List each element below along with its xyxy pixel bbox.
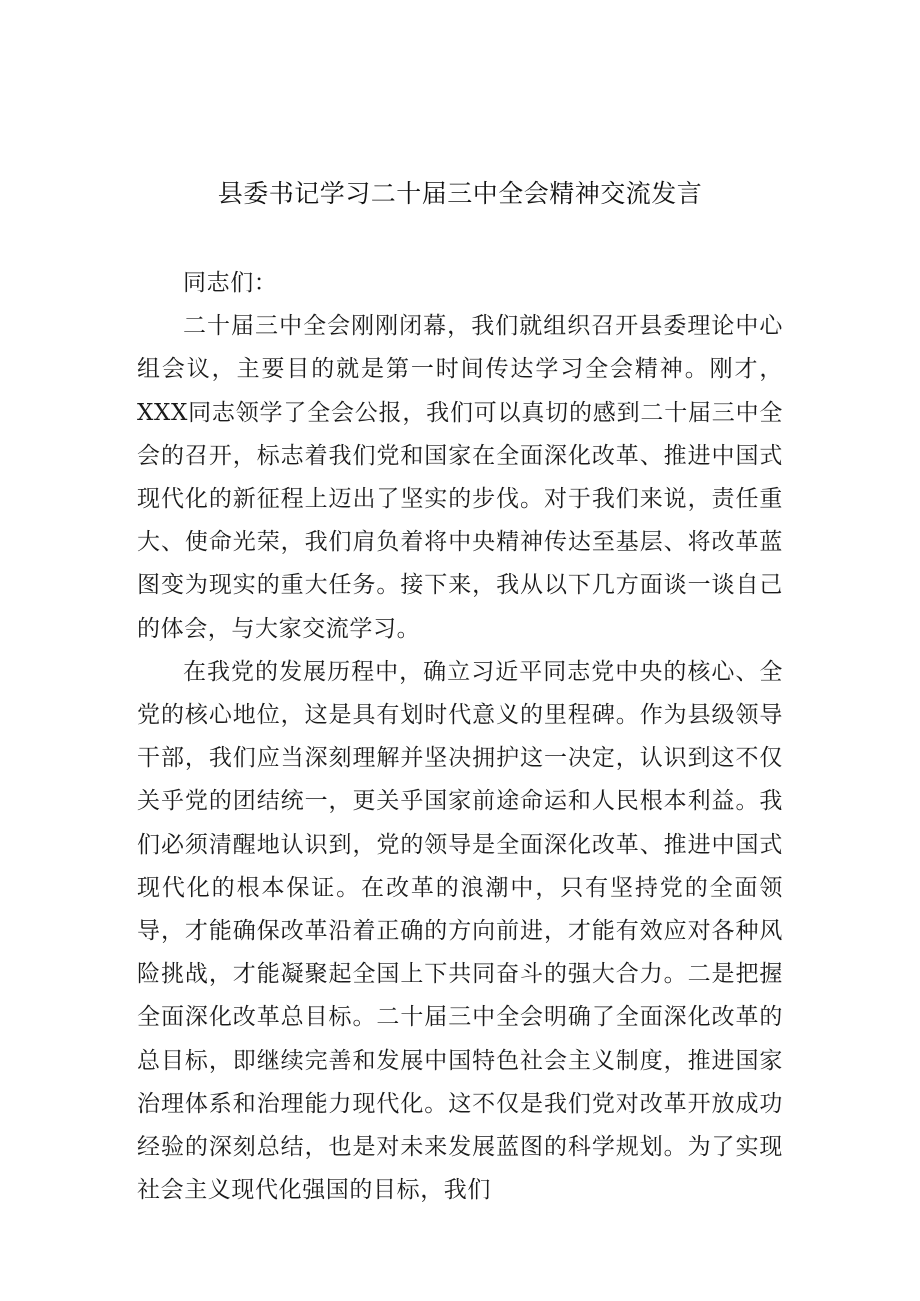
document-body xyxy=(137,262,783,1212)
paragraph-2: 在我党的发展历程中，确立习近平同志党中央的核心、全党的核心地位，这是具有划时代意义的里程碑。作为县级领导干部，我们应当深刻理解并坚决拥护这一决定，认识到这不仅关乎党的团结统一，更关乎国家前途命运和人民根本利益。我们必须清醒地认识到，党的领导是全面深化改革、推进中国式现代化的根本保证。在改革的浪潮中，只有坚持党的全面领导，才能确保改革沿着正确的方向前进，才能有效应对各种风险挑战，才能凝聚起全国上下共同奋斗的强大合力。二是把握全面深化改革总目标。二十届三中全会明确了全面深化改革的总目标，即继续完善和发展中国特色社会主义制度，推进国家治理体系和治理能力现代化。这不仅是我们党对改革开放成功经验的深刻总结，也是对未来发展蓝图的科学规划。为了实现社会主义现代化强国的目标，我们 xyxy=(137,658,783,1204)
salutation: 同志们： xyxy=(183,270,278,296)
paragraph-1: 二十届三中全会刚刚闭幕，我们就组织召开县委理论中心组会议，主要目的就是第一时间传达学习全会精神。刚才，XXX同志领学了全会公报，我们可以真切的感到二十届三中全会的召开，标志着我们党和国家在全面深化改革、推进中国式现代化的新征程上迈出了坚实的步伐。对于我们来说，责任重大、使命光荣，我们肩负着将中央精神传达至基层、将改革蓝图变为现实的重大任务。接下来，我从以下几方面谈一谈自己的体会，与大家交流学习。 xyxy=(137,313,783,642)
document-title: 县委书记学习二十届三中全会精神交流发言 xyxy=(217,179,703,208)
